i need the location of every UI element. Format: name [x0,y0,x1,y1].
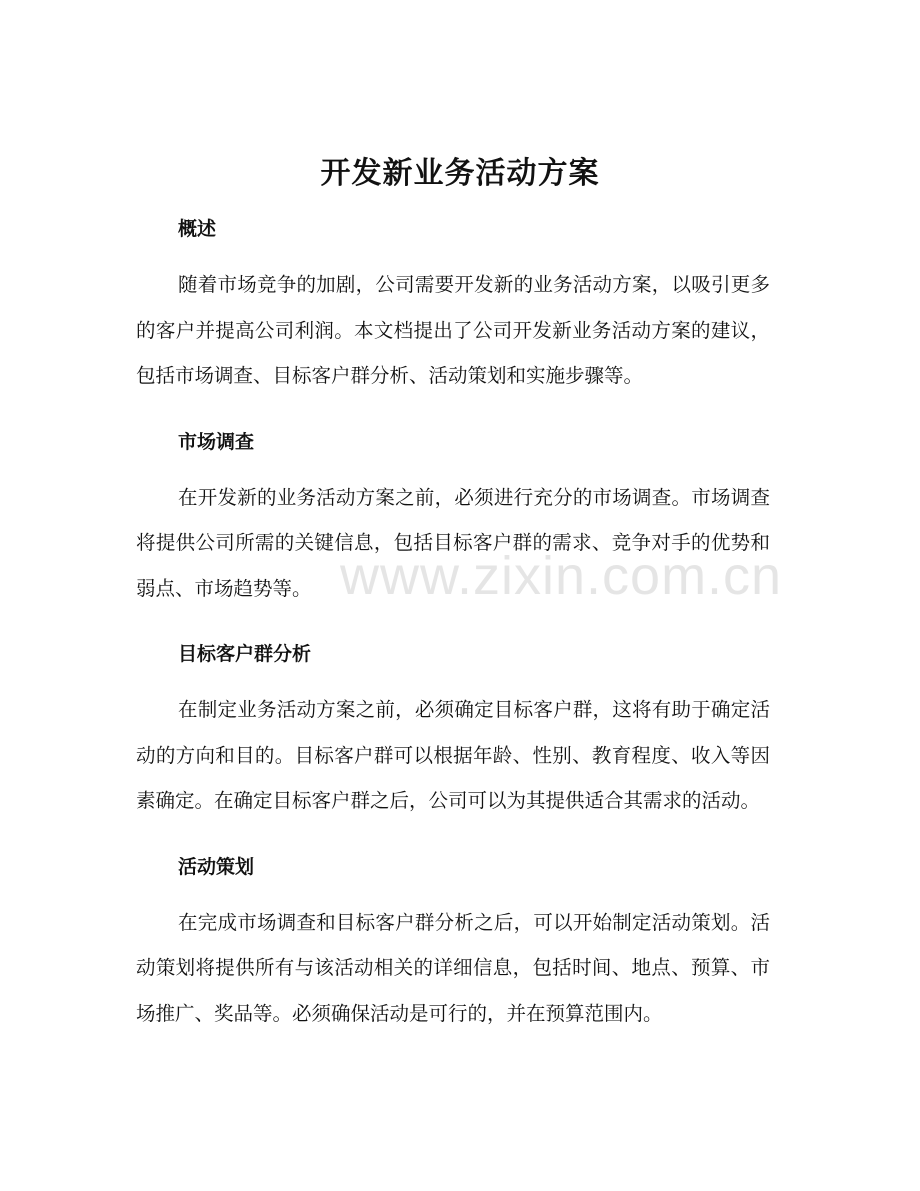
section-paragraph: 在制定业务活动方案之前，必须确定目标客户群，这将有助于确定活动的方向和目的。目标客户群可以根据年龄、性别、教育程度、收入等因素确定。在确定目标客户群之后，公司可以为其提供适合其需求的活动。 [136,698,770,812]
section-heading: 概述 [178,218,217,240]
section-heading: 市场调查 [178,430,255,453]
section-overview [136,206,770,399]
section-paragraph: 在开发新的业务活动方案之前，必须进行充分的市场调查。市场调查将提供公司所需的关键信息，包括目标客户群的需求、竞争对手的优势和弱点、市场趋势等。 [136,485,770,600]
section-heading: 目标客户群分析 [178,643,312,665]
section-paragraph: 在完成市场调查和目标客户群分析之后，可以开始制定活动策划。活动策划将提供所有与该活动相关的详细信息，包括时间、地点、预算、市场推广、奖品等。必须确保活动是可行的，并在预算范围内。 [136,910,770,1025]
section-market-research [136,419,770,612]
watermark: www.zixin.com.cn [340,546,783,606]
document-title: 开发新业务活动方案 [320,156,600,191]
section-paragraph: 随着市场竞争的加剧，公司需要开发新的业务活动方案，以吸引更多的客户并提高公司利润。本文档提出了公司开发新业务活动方案的建议，包括市场调查、目标客户群分析、活动策划和实施步骤等。 [136,273,770,387]
section-heading: 活动策划 [178,855,255,878]
section-target-customers [136,631,770,824]
section-event-planning [136,844,770,1037]
document-body [136,206,770,1056]
